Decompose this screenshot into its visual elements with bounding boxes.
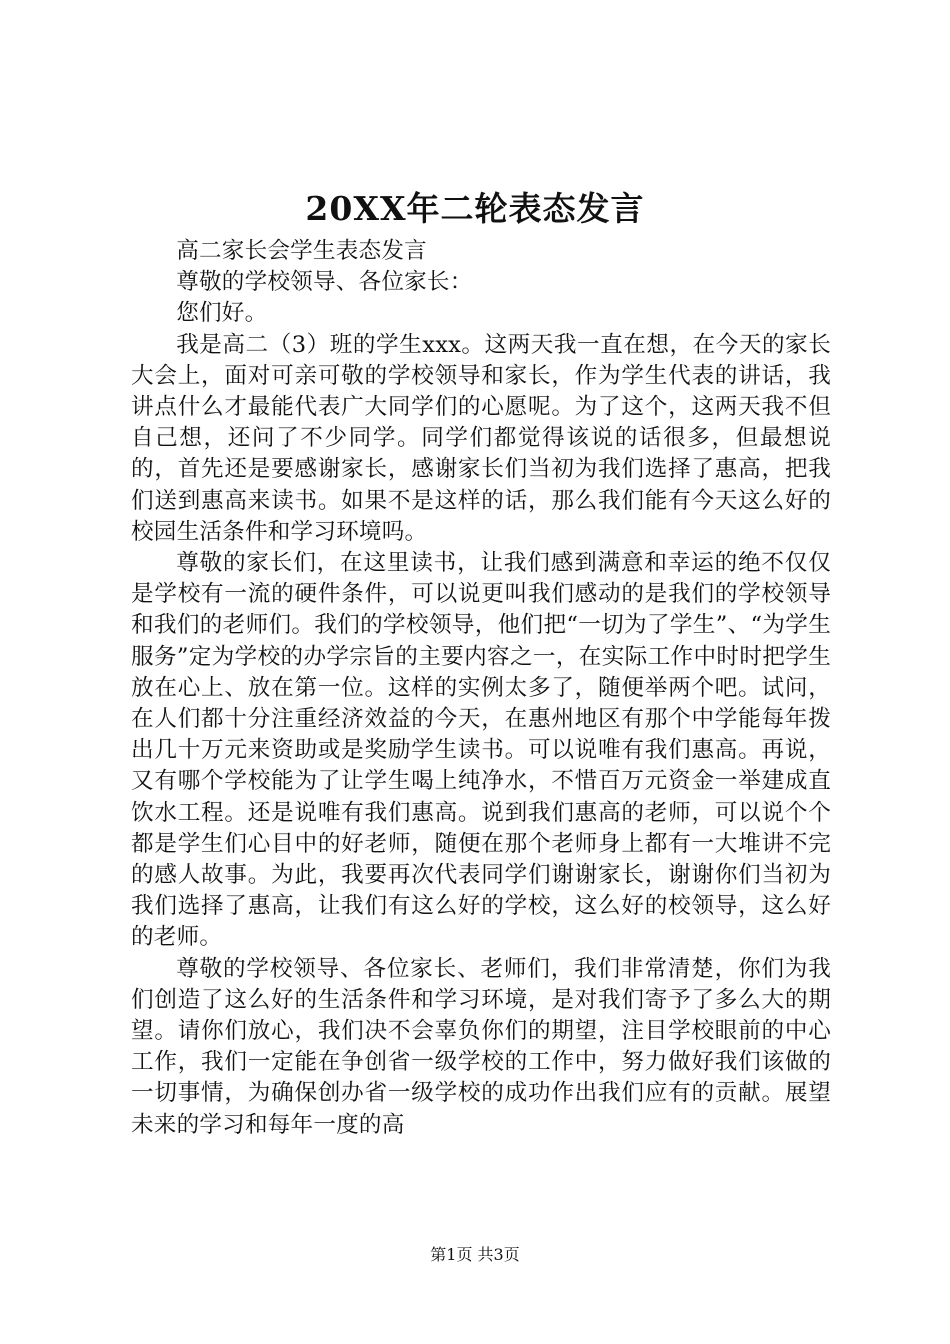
paragraph-subtitle: 高二家长会学生表态发言 [176, 238, 427, 264]
paragraph-greeting: 您们好。 [176, 300, 268, 327]
paragraph-gratitude: 尊敬的家长们，在这里读书，让我们感到满意和幸运的绝不仅仅是学校有一流的硬件条件，可以说更叫我们感动的是我们的学校领导和我们的老师们。我们的学校领导，他们把“一切为了学生”、“为学生服务”定为学校的办学宗旨的主要内容之一，在实际工作中时时把学生放在心上、放在第一位。这样的实例太多了，随便举两个吧。试问，在人们都十分注重经济效益的今天，在惠州地区有那个中学能每年拨出几十万元来资助或是奖励学生读书。可以说唯有我们惠高。再说，又有哪个学校能为了让学生喝上纯净水，不惜百万元资金一举建成直饮水工程。还是说唯有我们惠高。说到我们惠高的老师，可以说个个都是学生们心目中的好老师，随便在那个老师身上都有一大堆讲不完的感人故事。为此，我要再次代表同学们谢谢家长，谢谢你们当初为我们选择了惠高，让我们有这么好的学校，这么好的校领导，这么好的老师。 [131, 550, 831, 951]
page-footer: 第1页 共3页 [430, 1245, 520, 1264]
paragraph-intro: 我是高二（3）班的学生xxx。这两天我一直在想，在今天的家长大会上，面对可亲可敬的学校领导和家长，作为学生代表的讲话，我讲点什么才最能代表广大同学们的心愿呢。为了这个，这两天我不但自己想，还问了不少同学。同学们都觉得该说的话很多，但最想说的，首先还是要感谢家长，感谢家长们当初为我们选择了惠高，把我们送到惠高来读书。如果不是这样的话，那么我们能有今天这么好的校园生活条件和学习环境吗。 [131, 331, 831, 545]
document-body [131, 236, 831, 1141]
document-title: 20XX年二轮表态发言 [305, 189, 645, 228]
paragraph-commitment: 尊敬的学校领导、各位家长、老师们，我们非常清楚，你们为我们创造了这么好的生活条件和学习环境，是对我们寄予了多么大的期望。请你们放心，我们决不会辜负你们的期望，注目学校眼前的中心工作，我们一定能在争创省一级学校的工作中，努力做好我们该做的一切事情，为确保创办省一级学校的成功作出我们应有的贡献。展望未来的学习和每年一度的高 [131, 955, 831, 1138]
paragraph-salutation: 尊敬的学校领导、各位家长： [176, 269, 473, 296]
